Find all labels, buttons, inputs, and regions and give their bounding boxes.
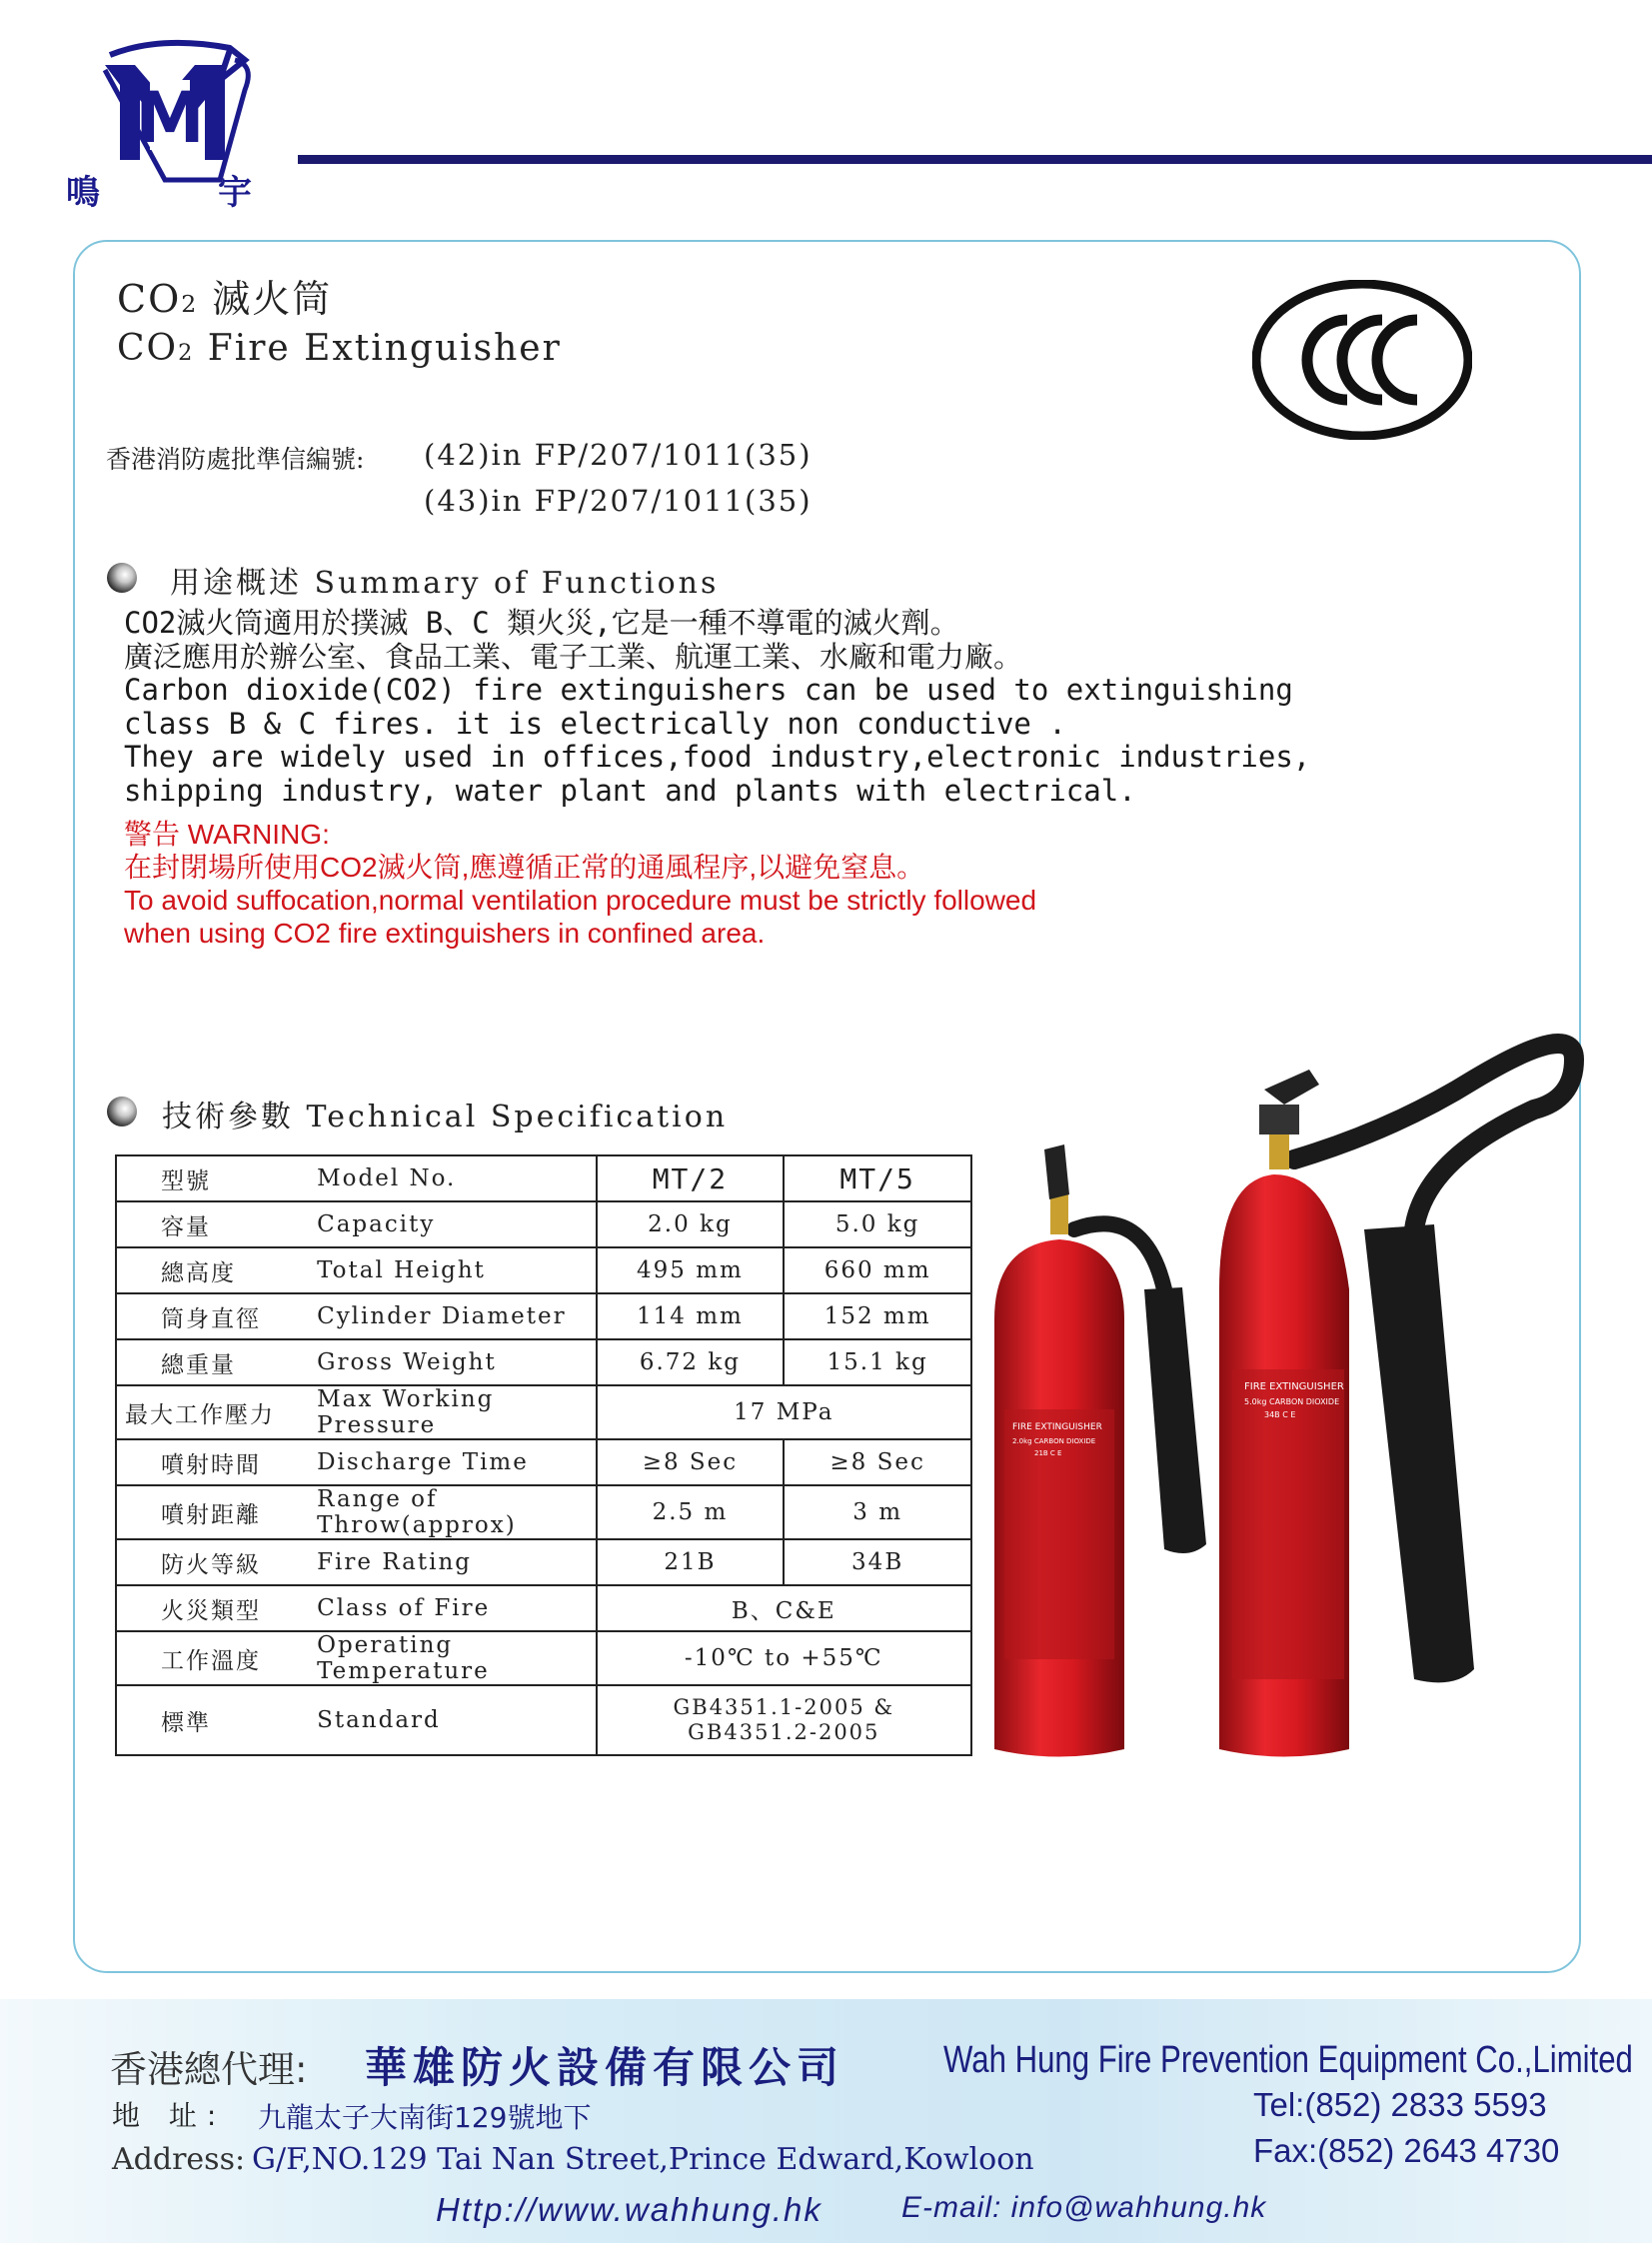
cell-value: ≥8 Sec bbox=[784, 1439, 971, 1485]
cell-value: 15.1 kg bbox=[784, 1339, 971, 1385]
table-row bbox=[116, 1631, 971, 1685]
cell-label-en: Fire Rating bbox=[317, 1539, 596, 1585]
summary-line: Carbon dioxide(CO2) fire extinguishers can be used to extinguishing bbox=[124, 673, 1293, 707]
ccc-certification-mark bbox=[1252, 280, 1472, 440]
table-row bbox=[116, 1201, 971, 1247]
spec-heading: 技術參數 Technical Specification bbox=[162, 1100, 729, 1134]
cell-value: ≥8 Sec bbox=[597, 1439, 785, 1485]
summary-heading: 用途概述 Summary of Functions bbox=[170, 566, 720, 601]
cell-value: B、C&E bbox=[597, 1585, 971, 1631]
co2-extinguishers-image bbox=[974, 990, 1594, 1779]
svg-text:5.0kg CARBON DIOXIDE: 5.0kg CARBON DIOXIDE bbox=[1244, 1397, 1340, 1406]
summary-line: class B & C fires. it is electrically non conductive . bbox=[124, 706, 1066, 741]
cell-label-en: Operating Temperature bbox=[317, 1631, 596, 1685]
cell-label-en: Max Working Pressure bbox=[317, 1385, 596, 1439]
table-row bbox=[116, 1247, 971, 1293]
approval-code-1: (42)in FP/207/1011(35) bbox=[424, 438, 813, 472]
cell-label-cn: 筒身直徑 bbox=[116, 1293, 317, 1339]
logo-char-left: 鳴 bbox=[66, 173, 100, 213]
warning-title: 警告 WARNING: bbox=[124, 819, 330, 850]
cell-label-en: Range of Throw(approx) bbox=[317, 1485, 596, 1539]
footer-tel: Tel:(852) 2833 5593 bbox=[1253, 2086, 1547, 2123]
footer-address-label-cn: 地 址: bbox=[112, 2099, 227, 2132]
cell-label-en: Model No. bbox=[317, 1155, 596, 1201]
cell-label-en: Cylinder Diameter bbox=[317, 1293, 596, 1339]
cell-value: 660 mm bbox=[784, 1247, 971, 1293]
table-row bbox=[116, 1685, 971, 1755]
table-row bbox=[116, 1585, 971, 1631]
cell-value: 152 mm bbox=[784, 1293, 971, 1339]
cell-label-cn: 容量 bbox=[116, 1201, 317, 1247]
approval-label: 香港消防處批準信編號: bbox=[106, 445, 365, 474]
footer-agent-label: 香港總代理: bbox=[110, 2048, 308, 2091]
cell-value: 17 MPa bbox=[597, 1385, 971, 1439]
cell-value: 114 mm bbox=[597, 1293, 785, 1339]
cell-label-en: Class of Fire bbox=[317, 1585, 596, 1631]
cell-label-cn: 最大工作壓力 bbox=[116, 1385, 317, 1439]
table-row bbox=[116, 1339, 971, 1385]
summary-text bbox=[124, 607, 1373, 808]
cell-value: 5.0 kg bbox=[784, 1201, 971, 1247]
standard-line-1: GB4351.1-2005 & bbox=[673, 1695, 895, 1719]
svg-text:FIRE EXTINGUISHER: FIRE EXTINGUISHER bbox=[1244, 1381, 1344, 1392]
table-row bbox=[116, 1155, 971, 1201]
cell-value: -10℃ to +55℃ bbox=[597, 1631, 971, 1685]
cell-label-en: Standard bbox=[317, 1685, 596, 1755]
cell-label-en: Gross Weight bbox=[317, 1339, 596, 1385]
spec-table bbox=[115, 1154, 972, 1756]
cell-label-cn: 總重量 bbox=[116, 1339, 317, 1385]
model-mt2: MT/2 bbox=[597, 1155, 785, 1201]
title-en: CO2 Fire Extinguisher bbox=[117, 328, 562, 369]
svg-text:M: M bbox=[135, 77, 205, 159]
table-row bbox=[116, 1293, 971, 1339]
cell-value: 3 m bbox=[784, 1485, 971, 1539]
bullet-icon bbox=[107, 1097, 137, 1126]
standard-line-2: GB4351.2-2005 bbox=[688, 1720, 880, 1744]
warning-en-2: when using CO2 fire extinguishers in confined area. bbox=[124, 918, 766, 949]
cell-label-cn: 防火等級 bbox=[116, 1539, 317, 1585]
bullet-icon bbox=[107, 563, 137, 593]
warning-cn: 在封閉場所使用CO2滅火筒,應遵循正常的通風程序,以避免窒息。 bbox=[124, 852, 925, 883]
cell-value: 495 mm bbox=[597, 1247, 785, 1293]
cell-value: 21B bbox=[597, 1539, 785, 1585]
header-rule bbox=[298, 155, 1652, 164]
footer-address-cn: 九龍太子大南街129號地下 bbox=[258, 2101, 592, 2134]
logo-char-right: 宇 bbox=[218, 173, 252, 213]
title-cn: CO2 滅火筒 bbox=[117, 277, 333, 321]
cell-label-cn: 噴射時間 bbox=[116, 1439, 317, 1485]
table-row bbox=[116, 1385, 971, 1439]
svg-text:2.0kg CARBON DIOXIDE: 2.0kg CARBON DIOXIDE bbox=[1012, 1437, 1096, 1445]
cell-label-cn: 噴射距離 bbox=[116, 1485, 317, 1539]
cell-label-cn: 火災類型 bbox=[116, 1585, 317, 1631]
summary-line: 廣泛應用於辦公室、食品工業、電子工業、航運工業、水廠和電力廠。 bbox=[124, 639, 1023, 674]
warning-block bbox=[124, 818, 1223, 950]
summary-line: CO2滅火筒適用於撲滅 B、C 類火災,它是一種不導電的滅火劑。 bbox=[124, 606, 959, 640]
svg-text:FIRE EXTINGUISHER: FIRE EXTINGUISHER bbox=[1012, 1422, 1102, 1432]
svg-text:34B C E: 34B C E bbox=[1264, 1410, 1296, 1419]
cell-label-en: Discharge Time bbox=[317, 1439, 596, 1485]
summary-line: shipping industry, water plant and plants with electrical. bbox=[124, 773, 1136, 808]
cell-value: 34B bbox=[784, 1539, 971, 1585]
cell-label-en: Total Height bbox=[317, 1247, 596, 1293]
table-row bbox=[116, 1439, 971, 1485]
footer-website-link[interactable]: Http://www.wahhung.hk bbox=[436, 2191, 823, 2228]
approval-code-2: (43)in FP/207/1011(35) bbox=[424, 484, 813, 518]
svg-text:21B C E: 21B C E bbox=[1034, 1449, 1062, 1457]
cell-label-cn: 型號 bbox=[116, 1155, 317, 1201]
warning-en-1: To avoid suffocation,normal ventilation procedure must be strictly followed bbox=[124, 885, 1037, 916]
table-row bbox=[116, 1539, 971, 1585]
cell-value: 2.0 kg bbox=[597, 1201, 785, 1247]
table-row bbox=[116, 1485, 971, 1539]
cell-label-cn: 標準 bbox=[116, 1685, 317, 1755]
cell-label-en: Capacity bbox=[317, 1201, 596, 1247]
cell-value: 2.5 m bbox=[597, 1485, 785, 1539]
footer-company-cn: 華雄防火設備有限公司 bbox=[365, 2043, 845, 2092]
footer-company-en: Wah Hung Fire Prevention Equipment Co.,Limited bbox=[943, 2039, 1633, 2081]
footer-email-link[interactable]: E-mail: info@wahhung.hk bbox=[901, 2191, 1267, 2224]
footer-fax: Fax:(852) 2643 4730 bbox=[1253, 2132, 1560, 2169]
cell-value: 6.72 kg bbox=[597, 1339, 785, 1385]
model-mt5: MT/5 bbox=[784, 1155, 971, 1201]
summary-line: They are widely used in offices,food industry,electronic industries, bbox=[124, 740, 1311, 774]
cell-value bbox=[597, 1685, 971, 1755]
footer-address-label-en: Address: bbox=[112, 2142, 246, 2177]
cell-label-cn: 工作溫度 bbox=[116, 1631, 317, 1685]
cell-label-cn: 總高度 bbox=[116, 1247, 317, 1293]
footer-address-en: G/F,NO.129 Tai Nan Street,Prince Edward,Kowloon bbox=[252, 2142, 1034, 2177]
